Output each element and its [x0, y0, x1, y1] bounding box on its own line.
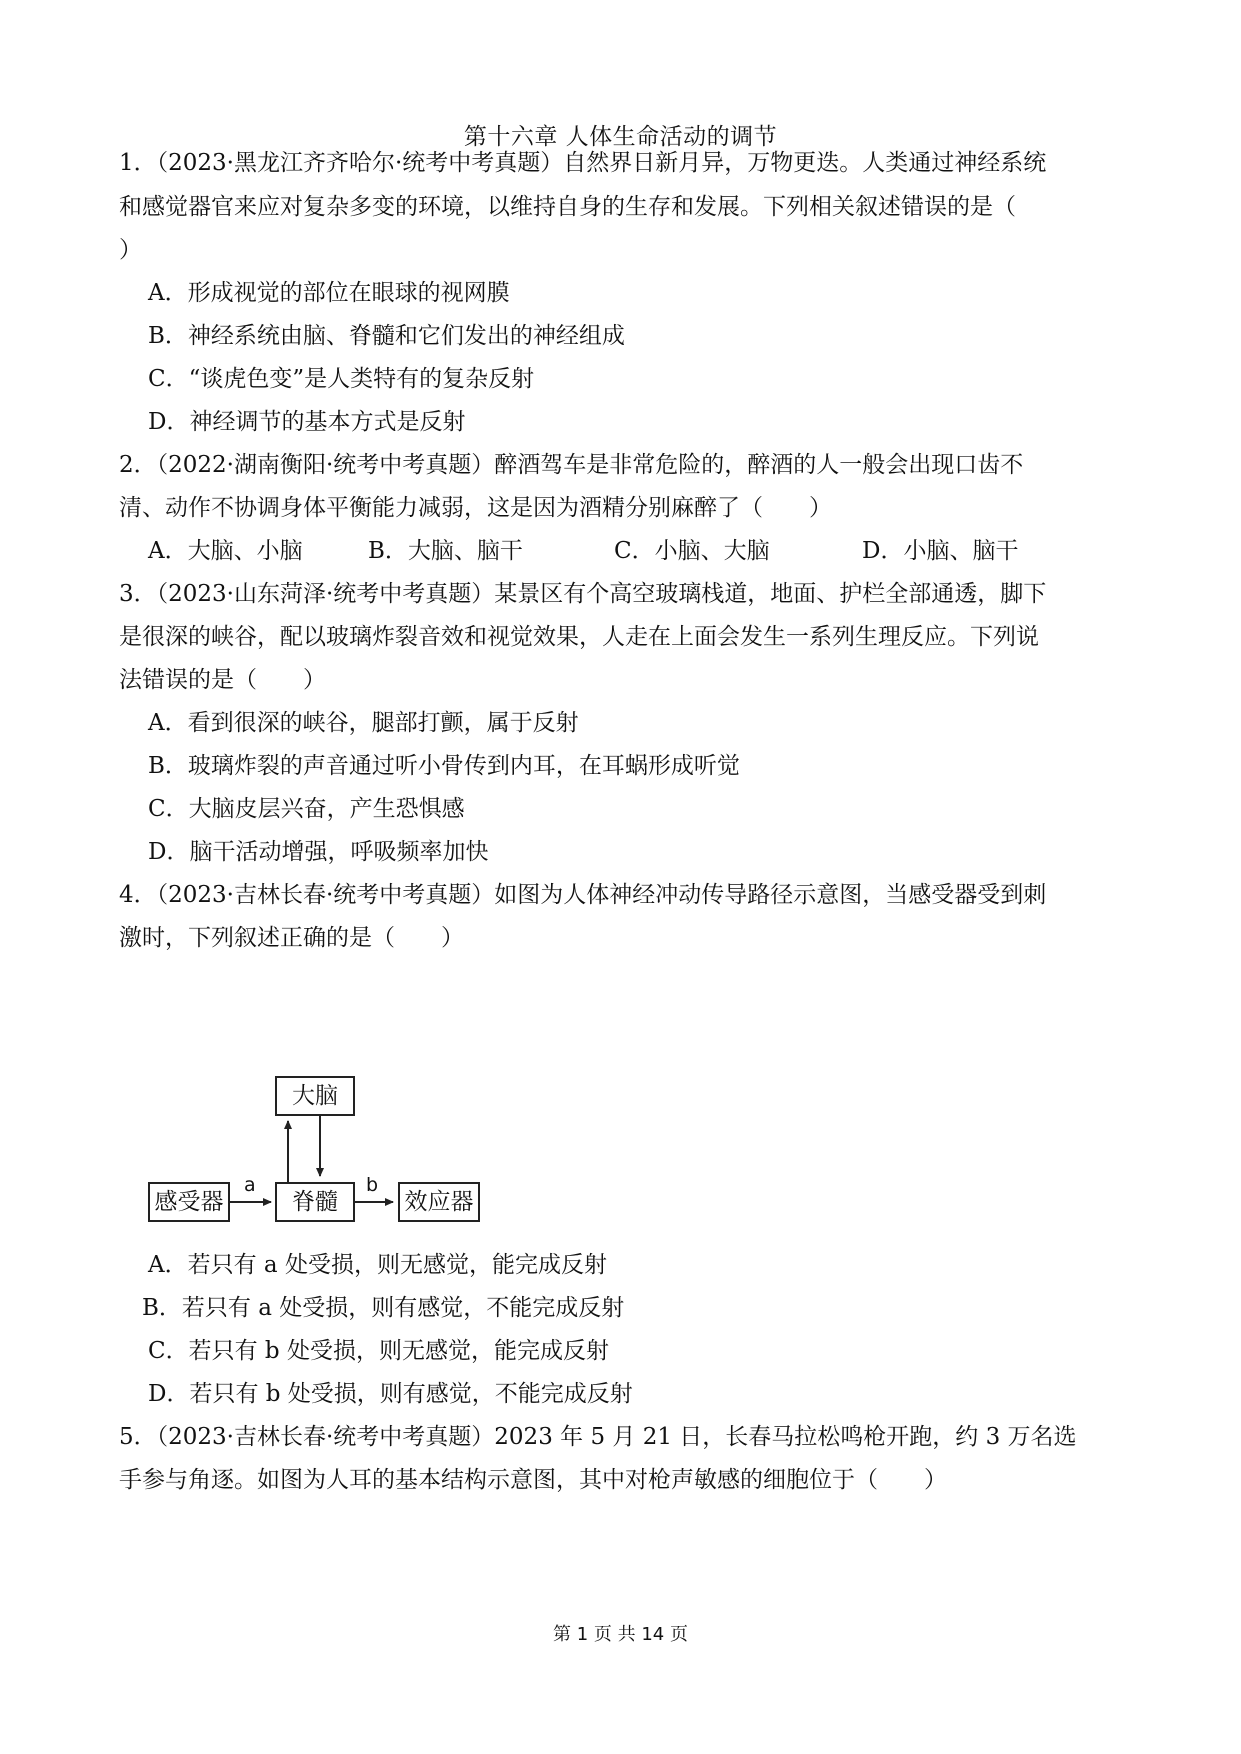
q4-option-b: B．若只有 a 处受损，则有感觉，不能完成反射	[142, 1295, 625, 1321]
q3-option-c: C．大脑皮层兴奋，产生恐惧感	[148, 796, 465, 822]
q4-option-a: A．若只有 a 处受损，则无感觉，能完成反射	[148, 1252, 607, 1278]
page-footer: 第 1 页 共 14 页	[553, 1624, 688, 1645]
q1-option-b: B．神经系统由脑、脊髓和它们发出的神经组成	[148, 323, 625, 349]
q2-option-a: A．大脑、小脑	[148, 538, 303, 564]
q1-option-d: D．神经调节的基本方式是反射	[148, 409, 466, 435]
q4-option-c: C．若只有 b 处受损，则无感觉，能完成反射	[148, 1338, 609, 1364]
q4-stem-line2: 激时，下列叙述正确的是（ ）	[119, 925, 464, 951]
q5-stem-line2: 手参与角逐。如图为人耳的基本结构示意图，其中对枪声敏感的细胞位于（ ）	[119, 1467, 947, 1493]
q2-option-d: D．小脑、脑干	[862, 538, 1019, 564]
q1-option-c: C．“谈虎色变”是人类特有的复杂反射	[148, 366, 535, 392]
nerve-pathway-diagram	[148, 1076, 488, 1236]
q5-stem-line1: 5．（2023·吉林长春·统考中考真题）2023 年 5 月 21 日，长春马拉松鸣枪开跑，约 3 万名选	[119, 1424, 1077, 1450]
q4-stem-line1: 4．（2023·吉林长春·统考中考真题）如图为人体神经冲动传导路径示意图，当感受器受到刺	[119, 882, 1047, 908]
q1-stem-line3: ）	[119, 237, 142, 263]
q3-option-b: B．玻璃炸裂的声音通过听小骨传到内耳，在耳蜗形成听觉	[148, 753, 740, 779]
label-b: b	[366, 1174, 379, 1196]
effector-box: 效应器	[398, 1182, 480, 1222]
q2-option-b: B．大脑、脑干	[368, 538, 523, 564]
q3-stem-line1: 3．（2023·山东菏泽·统考中考真题）某景区有个高空玻璃栈道，地面、护栏全部通透，脚下	[119, 581, 1047, 607]
q1-stem-line2: 和感觉器官来应对复杂多变的环境，以维持自身的生存和发展。下列相关叙述错误的是（	[119, 194, 1016, 220]
brain-box: 大脑	[275, 1076, 355, 1116]
chapter-title: 第十六章 人体生命活动的调节	[463, 124, 778, 150]
spinal-cord-box: 脊髓	[275, 1182, 355, 1222]
q2-option-c: C．小脑、大脑	[614, 538, 770, 564]
q3-stem-line2: 是很深的峡谷，配以玻璃炸裂音效和视觉效果，人走在上面会发生一系列生理反应。下列说	[119, 624, 1039, 650]
receptor-box: 感受器	[148, 1182, 230, 1222]
q3-stem-line3: 法错误的是（ ）	[119, 667, 326, 693]
q3-option-d: D．脑干活动增强，呼吸频率加快	[148, 839, 489, 865]
q2-stem-line2: 清、动作不协调身体平衡能力减弱，这是因为酒精分别麻醉了（ ）	[119, 495, 832, 521]
q1-stem-line1: 1．（2023·黑龙江齐齐哈尔·统考中考真题）自然界日新月异，万物更迭。人类通过神经系统	[119, 150, 1047, 176]
q4-option-d: D．若只有 b 处受损，则有感觉，不能完成反射	[148, 1381, 633, 1407]
q2-stem-line1: 2．（2022·湖南衡阳·统考中考真题）醉酒驾车是非常危险的，醉酒的人一般会出现口齿不	[119, 452, 1024, 478]
label-a: a	[244, 1174, 256, 1196]
q1-option-a: A．形成视觉的部位在眼球的视网膜	[148, 280, 510, 306]
q3-option-a: A．看到很深的峡谷，腿部打颤，属于反射	[148, 710, 579, 736]
